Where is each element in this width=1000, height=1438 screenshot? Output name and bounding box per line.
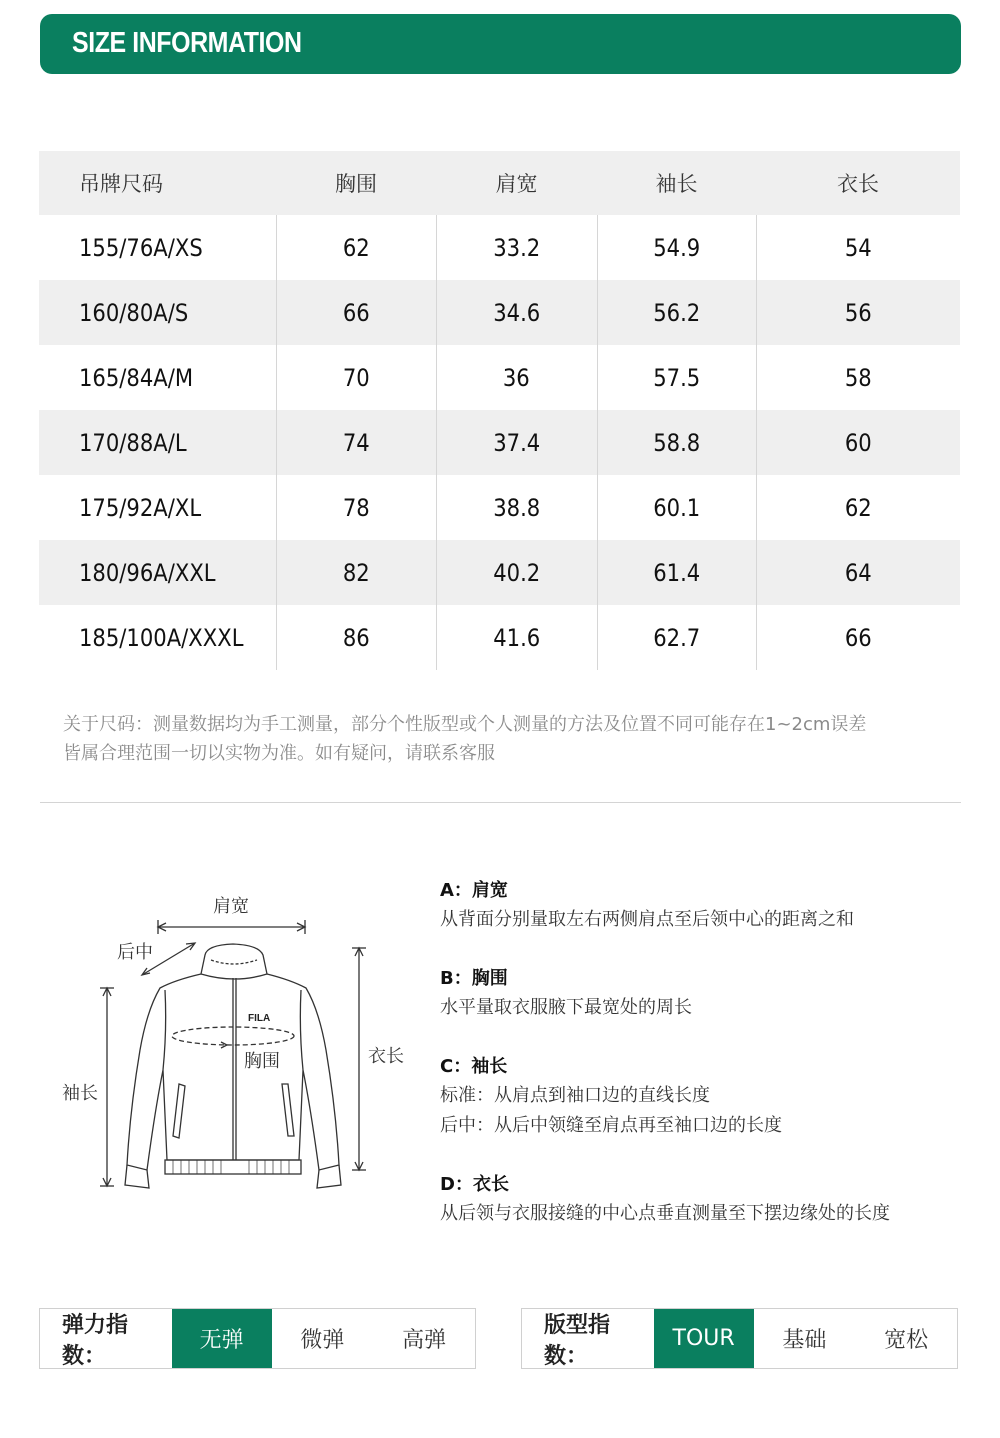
table-row (39, 410, 960, 475)
table-row (39, 475, 960, 540)
length-cell (756, 475, 960, 540)
chest-value: 62 (342, 233, 370, 262)
size-value: 155/76A/XS (79, 233, 203, 262)
jacket-illustration (55, 880, 425, 1200)
shoulder-value: 36 (503, 363, 530, 392)
size-value: 170/88A/L (79, 428, 187, 457)
chest-value: 86 (342, 623, 370, 652)
table-row (39, 345, 960, 410)
chest-cell (276, 605, 436, 670)
size-value: 185/100A/XXXL (79, 623, 244, 652)
shoulder-value: 34.6 (492, 298, 541, 327)
size-info-banner (40, 14, 961, 74)
sleeve-cell (597, 410, 756, 475)
fit-option-basic: 基础 (782, 1328, 827, 1353)
table-row (39, 605, 960, 670)
length-value: 66 (844, 623, 872, 652)
shoulder-cell (436, 345, 597, 410)
definition-length (440, 1171, 980, 1229)
chest-cell (276, 280, 436, 345)
fit-option-tour: TOUR (654, 1309, 754, 1368)
shoulder-cell (436, 475, 597, 540)
size-value: 160/80A/S (79, 298, 189, 327)
definition-title: A：肩宽 (440, 880, 508, 901)
measurement-diagram (55, 880, 425, 1200)
length-value: 58 (844, 363, 872, 392)
length-value: 54 (844, 233, 872, 262)
label-shoulder: 肩宽 (213, 896, 249, 917)
label-sleeve: 袖长 (62, 1083, 98, 1104)
header-tag-size: 吊牌尺码 (39, 151, 276, 215)
size-value: 180/96A/XXL (79, 558, 216, 587)
shoulder-cell (436, 215, 597, 280)
section-divider (40, 802, 961, 803)
size-value: 175/92A/XL (79, 493, 202, 522)
header-length: 衣长 (756, 151, 960, 215)
chest-value: 66 (342, 298, 370, 327)
size-table-header (39, 151, 960, 215)
size-cell (39, 475, 276, 540)
size-cell (39, 540, 276, 605)
fit-label: 版型指数： (544, 1312, 611, 1369)
sleeve-cell (597, 345, 756, 410)
length-value: 62 (844, 493, 872, 522)
shoulder-value: 38.8 (492, 493, 541, 522)
elasticity-label: 弹力指数： (62, 1312, 129, 1369)
length-cell (756, 540, 960, 605)
definition-title: D：衣长 (440, 1174, 509, 1195)
length-cell (756, 605, 960, 670)
sleeve-value: 62.7 (652, 623, 701, 652)
size-cell (39, 410, 276, 475)
shoulder-cell (436, 540, 597, 605)
length-cell (756, 410, 960, 475)
elasticity-index (39, 1308, 476, 1369)
definition-title: B：胸围 (440, 968, 508, 989)
sleeve-value: 57.5 (652, 363, 701, 392)
chest-cell (276, 540, 436, 605)
size-cell (39, 215, 276, 280)
size-note-line-1: 关于尺码：测量数据均为手工测量，部分个性版型或个人测量的方法及位置不同可能存在1~2cm误差 (63, 714, 867, 735)
shoulder-cell (436, 280, 597, 345)
chest-value: 78 (342, 493, 370, 522)
chest-value: 70 (342, 363, 370, 392)
definition-title: C：袖长 (440, 1056, 508, 1077)
size-value: 165/84A/M (79, 363, 194, 392)
definition-text: 标准：从肩点到袖口边的直线长度 (440, 1085, 710, 1106)
sleeve-cell (597, 540, 756, 605)
length-value: 60 (844, 428, 872, 457)
definition-text: 水平量取衣服腋下最宽处的周长 (440, 997, 692, 1018)
length-cell (756, 280, 960, 345)
size-note (63, 710, 963, 768)
fit-option-loose: 宽松 (884, 1328, 929, 1353)
shoulder-value: 37.4 (492, 428, 541, 457)
sleeve-cell (597, 475, 756, 540)
length-value: 64 (844, 558, 872, 587)
definition-chest (440, 965, 980, 1023)
shoulder-cell (436, 410, 597, 475)
shoulder-value: 41.6 (492, 623, 541, 652)
definition-text: 从背面分别量取左右两侧肩点至后领中心的距离之和 (440, 909, 854, 930)
table-row (39, 540, 960, 605)
table-row (39, 280, 960, 345)
label-chest: 胸围 (244, 1051, 280, 1072)
table-row (39, 215, 960, 280)
size-table (39, 151, 960, 670)
sleeve-value: 60.1 (652, 493, 701, 522)
header-sleeve: 袖长 (597, 151, 756, 215)
chest-cell (276, 345, 436, 410)
chest-cell (276, 475, 436, 540)
jacket-logo: FILA (248, 1013, 271, 1024)
definition-text: 从后领与衣服接缝的中心点垂直测量至下摆边缘处的长度 (440, 1203, 890, 1224)
elasticity-option-high: 高弹 (402, 1328, 447, 1353)
sleeve-value: 58.8 (652, 428, 701, 457)
fit-index (521, 1308, 958, 1369)
length-cell (756, 215, 960, 280)
header-shoulder: 肩宽 (436, 151, 597, 215)
size-note-line-2: 皆属合理范围一切以实物为准。如有疑问，请联系客服 (63, 743, 495, 764)
sleeve-value: 54.9 (652, 233, 701, 262)
label-back-center: 后中 (117, 942, 153, 963)
shoulder-value: 40.2 (492, 558, 541, 587)
label-length: 衣长 (368, 1046, 404, 1067)
sleeve-value: 61.4 (652, 558, 701, 587)
shoulder-cell (436, 605, 597, 670)
sleeve-cell (597, 215, 756, 280)
chest-value: 82 (342, 558, 370, 587)
banner-title: SIZE INFORMATION (72, 27, 302, 59)
definition-shoulder (440, 877, 980, 935)
elasticity-option-none: 无弹 (172, 1309, 272, 1368)
shoulder-value: 33.2 (492, 233, 541, 262)
sleeve-cell (597, 605, 756, 670)
measurement-definitions (440, 877, 980, 1259)
definition-text: 后中：从后中领缝至肩点再至袖口边的长度 (440, 1115, 782, 1136)
size-cell (39, 280, 276, 345)
definition-sleeve (440, 1053, 980, 1141)
header-chest: 胸围 (276, 151, 436, 215)
length-value: 56 (844, 298, 872, 327)
size-cell (39, 345, 276, 410)
chest-cell (276, 215, 436, 280)
sleeve-cell (597, 280, 756, 345)
sleeve-value: 56.2 (652, 298, 701, 327)
chest-cell (276, 410, 436, 475)
size-cell (39, 605, 276, 670)
chest-value: 74 (342, 428, 370, 457)
elasticity-option-slight: 微弹 (300, 1328, 345, 1353)
length-cell (756, 345, 960, 410)
